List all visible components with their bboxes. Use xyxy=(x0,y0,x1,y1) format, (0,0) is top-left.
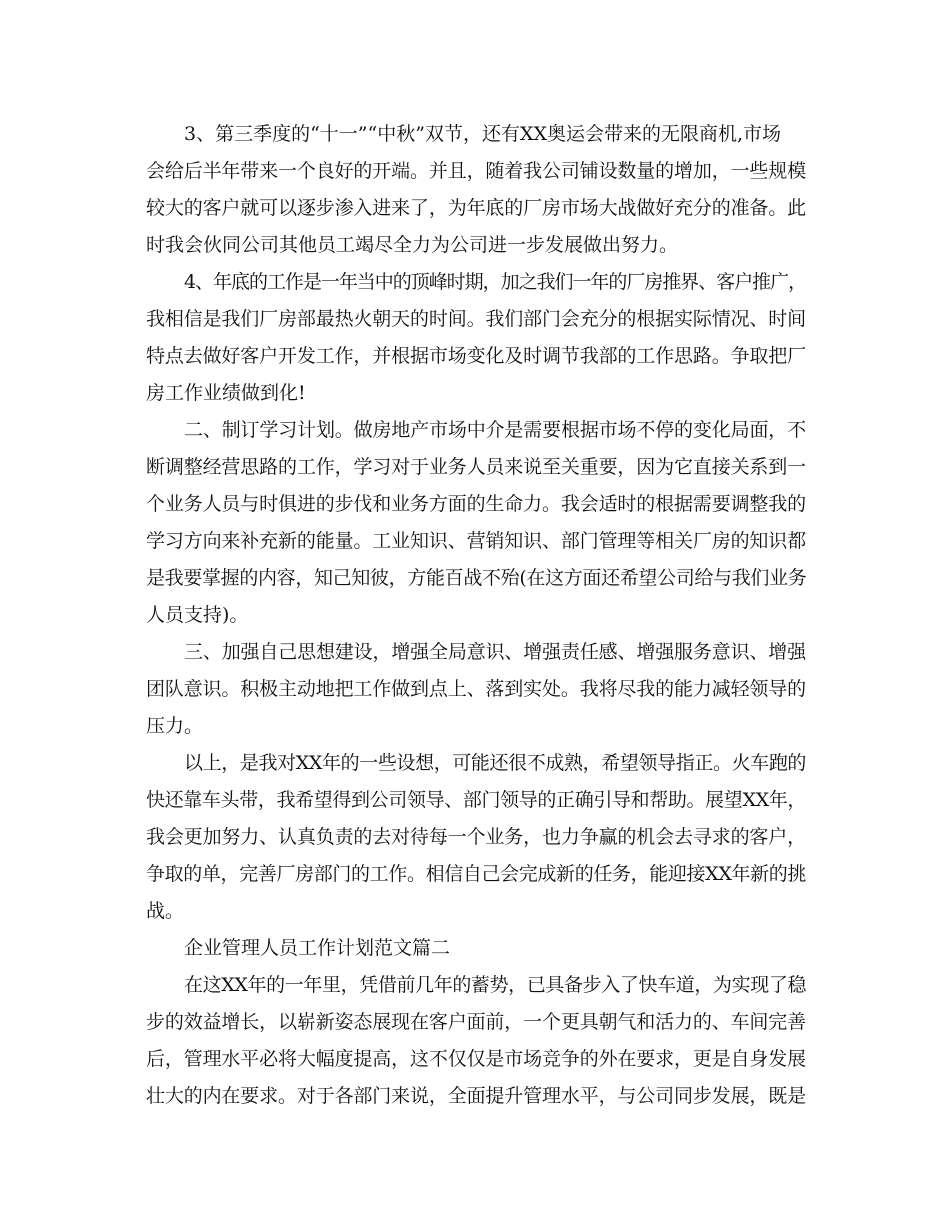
text-line: 断调整经营思路的工作，学习对于业务人员来说至关重要，因为它直接关系到一 xyxy=(146,456,807,478)
text-line: 房工作业绩做到化! xyxy=(146,382,306,404)
text-line: 人员支持)。 xyxy=(146,604,249,626)
text-line: 会给后半年带来一个良好的开端。并且，随着我公司铺设数量的增加，一些规模 xyxy=(146,160,807,182)
text-line: 我会更加努力、认真负责的去对待每一个业务，也力争赢的机会去寻求的客户， xyxy=(146,826,807,848)
text-line: 特点去做好客户开发工作，并根据市场变化及时调节我部的工作思路。争取把厂 xyxy=(146,345,807,367)
text-line: 后，管理水平必将大幅度提高，这不仅仅是市场竞争的外在要求，更是自身发展 xyxy=(146,1048,807,1070)
text-line: 二、制订学习计划。做房地产市场中介是需要根据市场不停的变化局面，不 xyxy=(184,419,807,441)
text-line: 战。 xyxy=(146,900,185,922)
text-line: 压力。 xyxy=(146,715,204,737)
text-line: 以上，是我对XX年的一些设想，可能还很不成熟，希望领导指正。火车跑的 xyxy=(184,752,807,774)
text-line: 4、年底的工作是一年当中的顶峰时期，加之我们一年的厂房推界、客户推广， xyxy=(184,271,807,293)
text-line: 我相信是我们厂房部最热火朝天的时间。我们部门会充分的根据实际情况、时间 xyxy=(146,308,807,330)
text-line: 个业务人员与时俱进的步伐和业务方面的生命力。我会适时的根据需要调整我的 xyxy=(146,493,807,515)
text-line: 3、第三季度的“十一”“中秋”双节，还有XX奥运会带来的无限商机,市场 xyxy=(184,123,782,145)
text-line: 三、加强自己思想建设，增强全局意识、增强责任感、增强服务意识、增强 xyxy=(184,641,807,663)
text-line: 步的效益增长，以崭新姿态展现在客户面前，一个更具朝气和活力的、车间完善 xyxy=(146,1011,807,1033)
text-line: 快还靠车头带，我希望得到公司领导、部门领导的正确引导和帮助。展望XX年， xyxy=(146,789,807,811)
text-line: 学习方向来补充新的能量。工业知识、营销知识、部门管理等相关厂房的知识都 xyxy=(146,530,807,552)
document-body xyxy=(146,116,806,1115)
text-line: 在这XX年的一年里，凭借前几年的蓄势，已具备步入了快车道，为实现了稳 xyxy=(184,974,807,996)
text-line: 时我会伙同公司其他员工竭尽全力为公司进一步发展做出努力。 xyxy=(146,234,679,256)
text-line: 较大的客户就可以逐步渗入进来了，为年底的厂房市场大战做好充分的准备。此 xyxy=(146,197,807,219)
text-line: 是我要掌握的内容，知己知彼，方能百战不殆(在这方面还希望公司给与我们业务 xyxy=(146,567,807,589)
text-line: 企业管理人员工作计划范文篇二 xyxy=(184,937,451,959)
text-line: 团队意识。积极主动地把工作做到点上、落到实处。我将尽我的能力减轻领导的 xyxy=(146,678,807,700)
text-line: 争取的单，完善厂房部门的工作。相信自己会完成新的任务，能迎接XX年新的挑 xyxy=(146,863,807,885)
text-line: 壮大的内在要求。对于各部门来说，全面提升管理水平，与公司同步发展，既是 xyxy=(146,1085,807,1107)
